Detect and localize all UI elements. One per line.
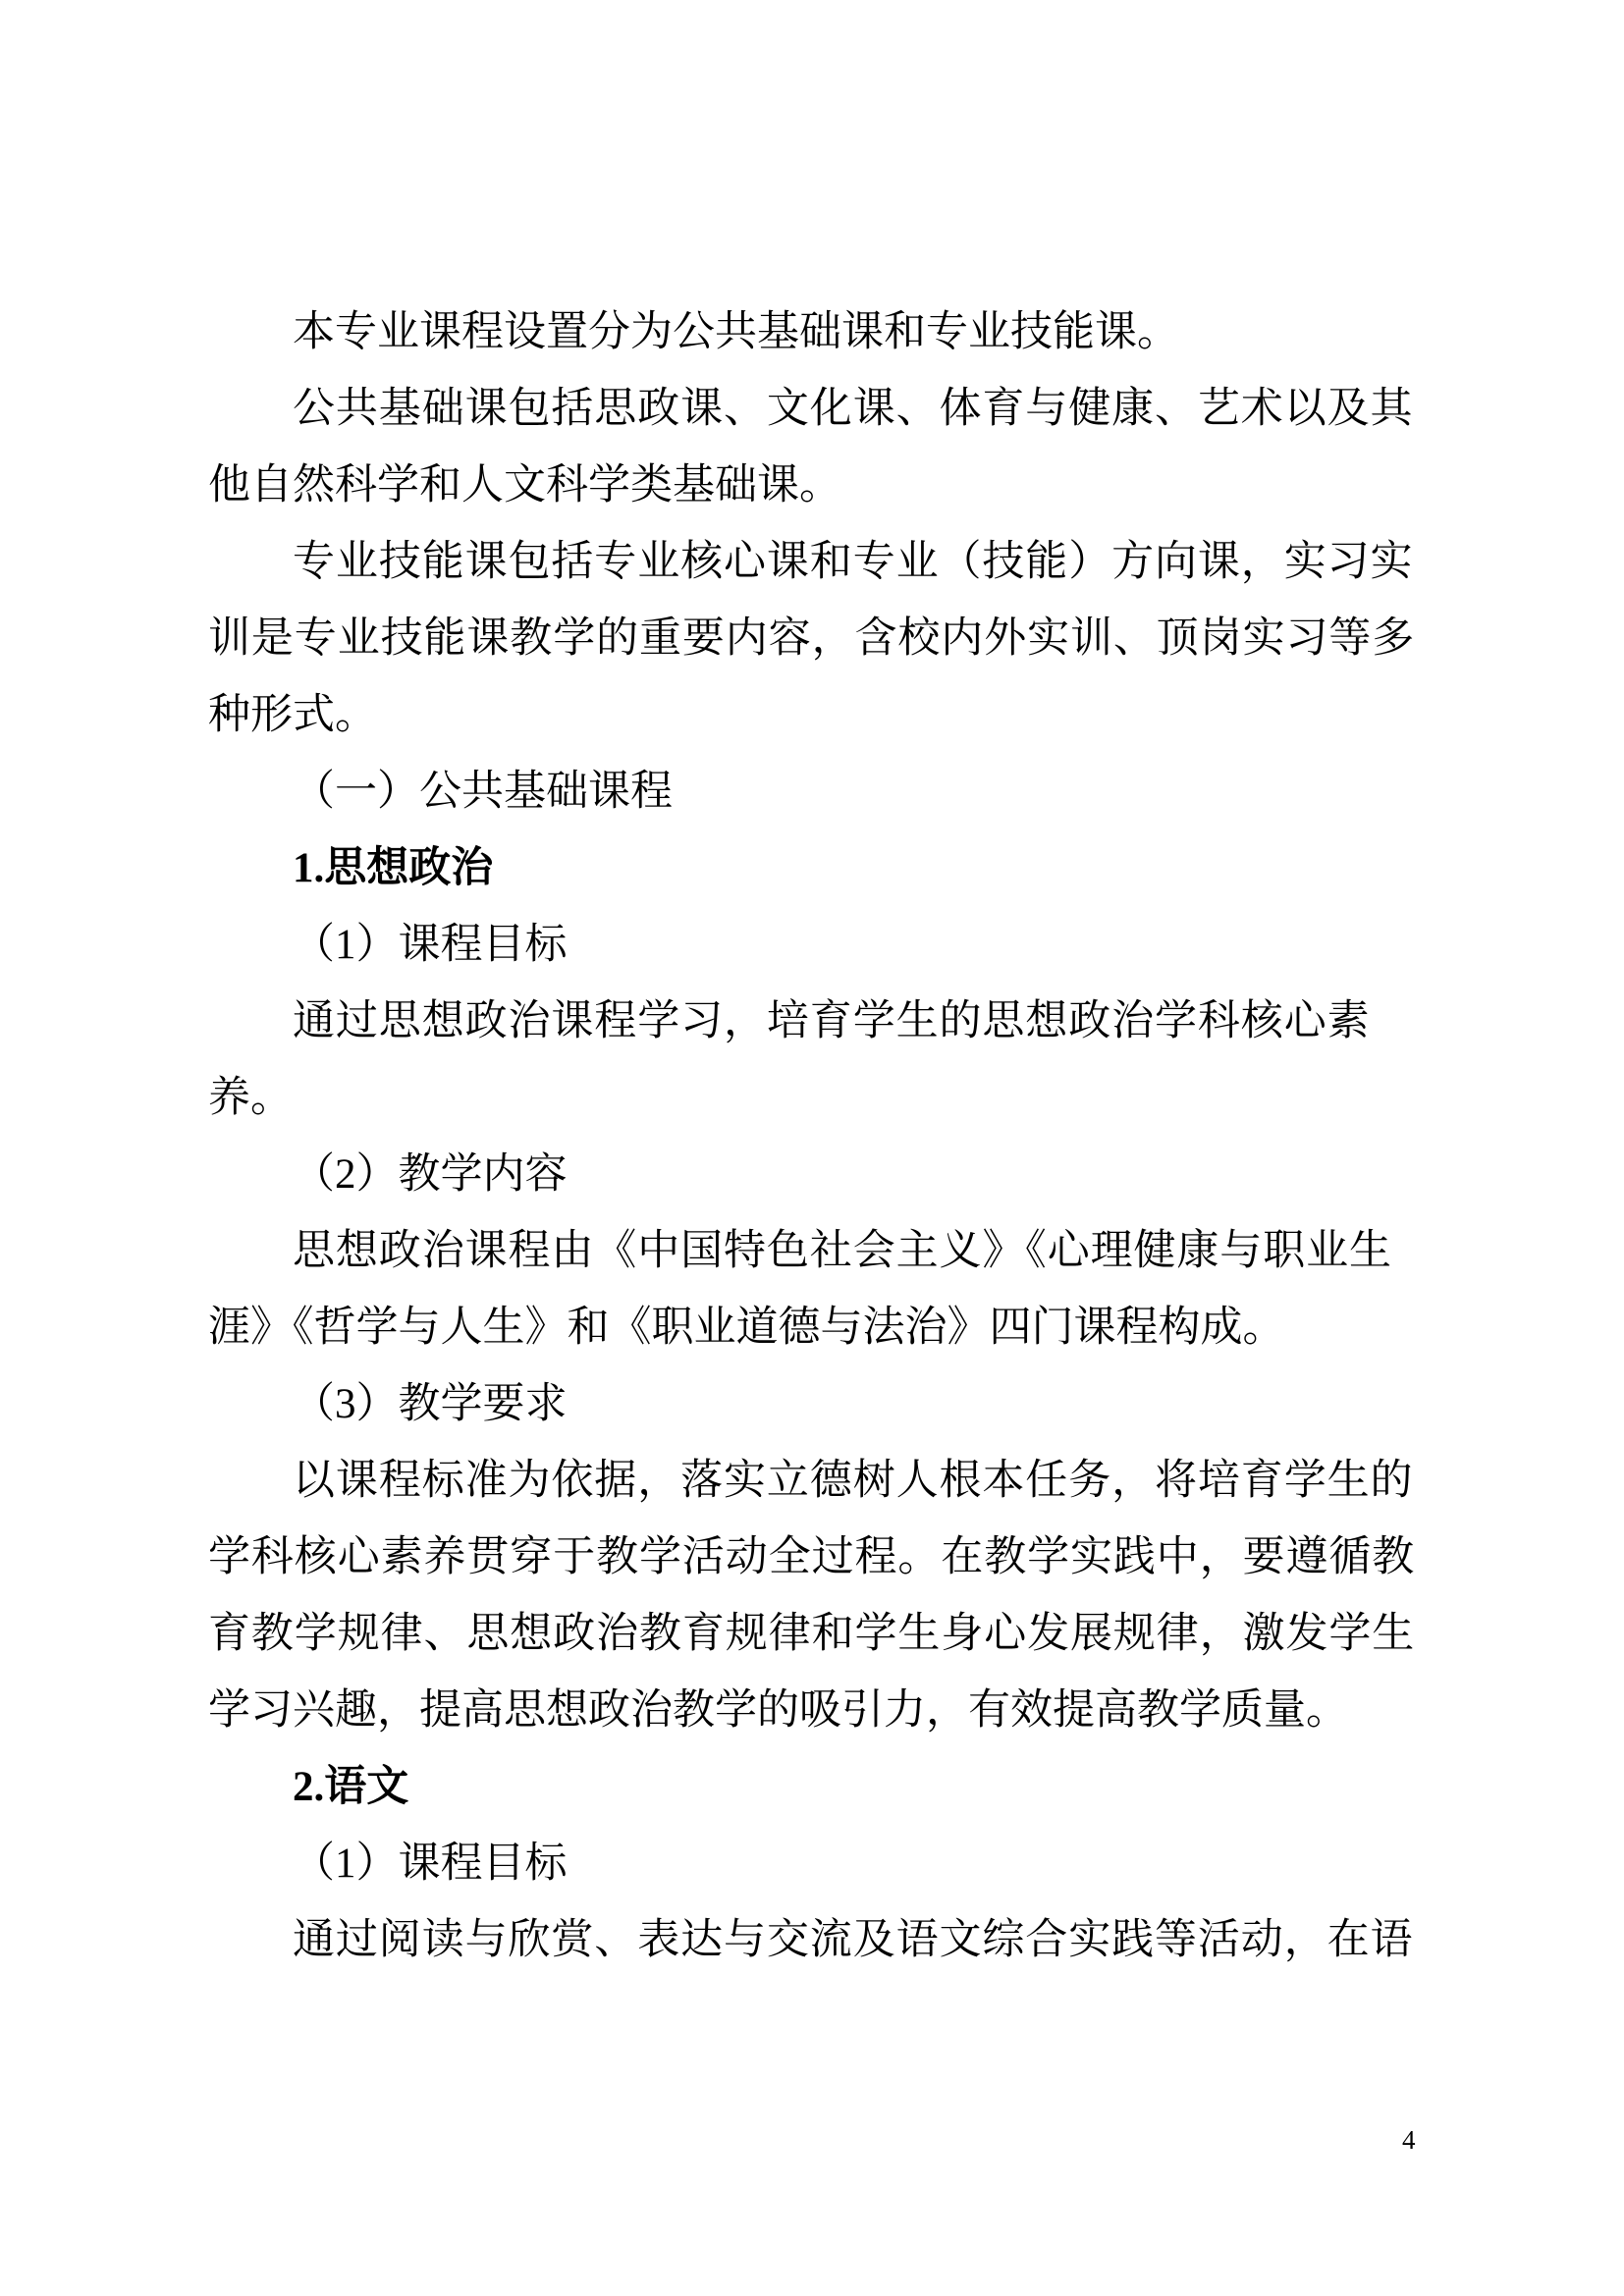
item-heading-teaching-content: （2）教学内容 bbox=[293, 1151, 568, 1198]
paragraph-line: 他自然科学和人文科学类基础课。 bbox=[208, 462, 841, 508]
paragraph-line: 通过思想政治课程学习，培育学生的思想政治学科核心素 bbox=[293, 998, 1371, 1044]
paragraph-line: 训是专业技能课教学的重要内容，含校内外实训、顶岗实习等多 bbox=[208, 615, 1416, 662]
item-heading-teaching-requirements: （3）教学要求 bbox=[293, 1381, 568, 1427]
paragraph-line: 本专业课程设置分为公共基础课和专业技能课。 bbox=[293, 309, 1179, 355]
document-body bbox=[208, 294, 1414, 1979]
item-heading-course-objectives: （1）课程目标 bbox=[293, 1841, 568, 1887]
course-heading-ideology-politics: 1.思想政治 bbox=[293, 845, 494, 891]
paragraph-line: 养。 bbox=[208, 1075, 293, 1121]
paragraph-line: 育教学规律、思想政治教育规律和学生身心发展规律，激发学生 bbox=[208, 1611, 1416, 1657]
paragraph-line: 涯》《哲学与人生》和《职业道德与法治》四门课程构成。 bbox=[208, 1305, 1285, 1351]
subsection-title-public-basic-courses: （一）公共基础课程 bbox=[293, 769, 673, 815]
paragraph-line: 以课程标准为依据，落实立德树人根本任务，将培育学生的 bbox=[293, 1458, 1414, 1504]
item-heading-course-objectives: （1）课程目标 bbox=[293, 922, 568, 968]
course-heading-chinese: 2.语文 bbox=[293, 1764, 409, 1810]
paragraph-line: 思想政治课程由《中国特色社会主义》《心理健康与职业生 bbox=[293, 1228, 1392, 1274]
paragraph-line: 学科核心素养贯穿于教学活动全过程。在教学实践中，要遵循教 bbox=[208, 1534, 1416, 1580]
paragraph-line: 学习兴趣，提高思想政治教学的吸引力，有效提高教学质量。 bbox=[208, 1687, 1348, 1734]
page-number: 4 bbox=[1402, 2125, 1416, 2155]
paragraph-line: 专业技能课包括专业核心课和专业（技能）方向课，实习实 bbox=[293, 539, 1414, 585]
paragraph-line: 种形式。 bbox=[208, 692, 377, 738]
paragraph-line: 公共基础课包括思政课、文化课、体育与健康、艺术以及其 bbox=[293, 386, 1414, 432]
paragraph-line: 通过阅读与欣赏、表达与交流及语文综合实践等活动，在语 bbox=[293, 1917, 1414, 1963]
